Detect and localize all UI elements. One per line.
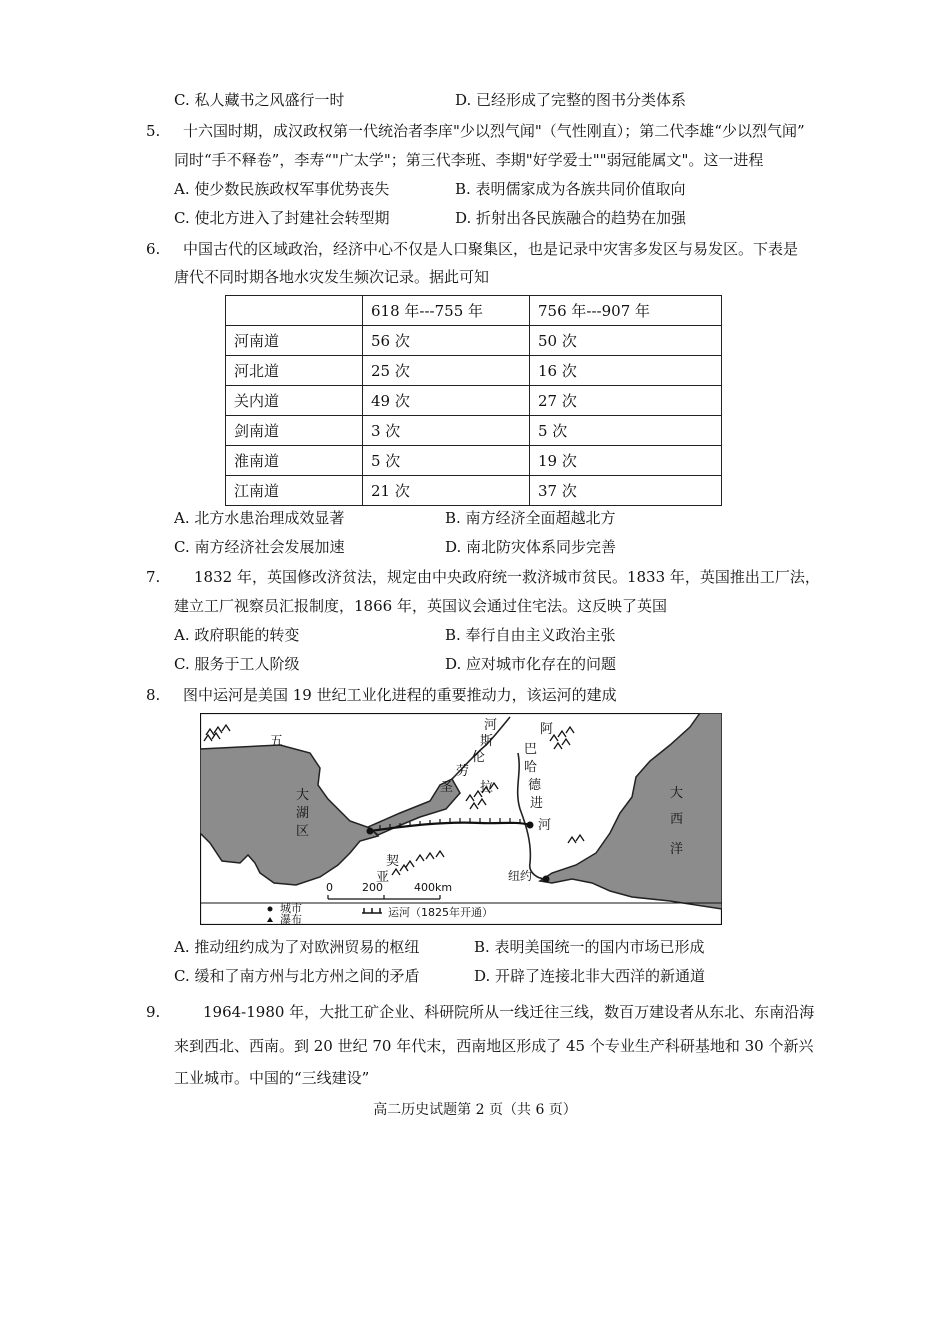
q6-stem-line2: 唐代不同时期各地水灾发生频次记录。据此可知 bbox=[174, 268, 490, 286]
page-footer: 高二历史试题第 2 页（共 6 页） bbox=[373, 1102, 577, 1118]
q5-option-c: C. 使北方进入了封建社会转型期 bbox=[174, 209, 390, 227]
map-label-wu: 五 bbox=[270, 734, 284, 749]
table-cell: 56 次 bbox=[363, 326, 530, 356]
q9-stem-line2: 来到西北、西南。到 20 世纪 70 年代末，西南地区形成了 45 个专业生产科研基地和 30 个新兴 bbox=[174, 1037, 814, 1055]
q9-number: 9. bbox=[146, 1003, 161, 1021]
map-label-hu: 湖 bbox=[296, 806, 310, 821]
q6-stem-line1: 中国古代的区域政治，经济中心不仅是人口聚集区，也是记录中灾害多发区与易发区。下表是 bbox=[183, 240, 799, 258]
map-label-si: 斯 bbox=[480, 734, 494, 749]
city-marker-albany bbox=[527, 822, 534, 829]
table-cell: 河南道 bbox=[226, 326, 363, 356]
legend-waterfall-label: 瀑布 bbox=[280, 913, 302, 925]
map-label-qu: 区 bbox=[296, 824, 310, 839]
map-label-newyork: 纽约 bbox=[508, 869, 533, 883]
q5-option-a: A. 使少数民族政权军事优势丧失 bbox=[174, 180, 390, 198]
q7-stem-line2: 建立工厂视察员汇报制度，1866 年，英国议会通过住宅法。这反映了英国 bbox=[174, 597, 667, 615]
table-cell: 5 次 bbox=[530, 416, 722, 446]
map-label-sheng: 圣 bbox=[440, 780, 454, 795]
table-cell: 关内道 bbox=[226, 386, 363, 416]
flood-frequency-table bbox=[225, 295, 722, 506]
q7-option-c: C. 服务于工人阶级 bbox=[174, 655, 300, 673]
table-row bbox=[226, 326, 722, 356]
map-label-qi: 契 bbox=[386, 854, 400, 869]
table-row bbox=[226, 476, 722, 506]
q5-stem-line1: 十六国时期，成汉政权第一代统治者李庠"少以烈气闻"（气性刚直）；第二代李雄“少以烈气闻” bbox=[183, 122, 805, 140]
q8-option-d: D. 开辟了连接北非大西洋的新通道 bbox=[474, 967, 706, 985]
city-marker-newyork bbox=[543, 876, 550, 883]
q6-option-a: A. 北方水患治理成效显著 bbox=[174, 509, 345, 527]
table-cell: 3 次 bbox=[363, 416, 530, 446]
table-cell: 19 次 bbox=[530, 446, 722, 476]
table-cell: 49 次 bbox=[363, 386, 530, 416]
q4-option-d: D. 已经形成了完整的图书分类体系 bbox=[455, 91, 687, 109]
table-header-row bbox=[226, 296, 722, 326]
q7-number: 7. bbox=[146, 568, 161, 586]
q7-option-b: B. 奉行自由主义政治主张 bbox=[445, 626, 616, 644]
table-cell: 27 次 bbox=[530, 386, 722, 416]
q6-option-b: B. 南方经济全面超越北方 bbox=[445, 509, 616, 527]
table-cell: 16 次 bbox=[530, 356, 722, 386]
table-cell: 25 次 bbox=[363, 356, 530, 386]
q6-option-c: C. 南方经济社会发展加速 bbox=[174, 538, 345, 556]
table-cell: 淮南道 bbox=[226, 446, 363, 476]
table-row bbox=[226, 446, 722, 476]
table-cell: 37 次 bbox=[530, 476, 722, 506]
map-label-he2: 河 bbox=[538, 818, 552, 833]
scale-label-400: 400km bbox=[414, 881, 453, 894]
map-label-ba: 巴 bbox=[524, 742, 538, 757]
table-row bbox=[226, 416, 722, 446]
legend-canal-label: 运河（1825年开通） bbox=[388, 906, 493, 919]
q8-option-c: C. 缓和了南方州与北方州之间的矛盾 bbox=[174, 967, 420, 985]
table-header-cell bbox=[226, 296, 363, 326]
q8-stem-line1: 图中运河是美国 19 世纪工业化进程的重要推动力，该运河的建成 bbox=[183, 686, 617, 704]
table-cell: 21 次 bbox=[363, 476, 530, 506]
q9-stem-line1: 1964-1980 年，大批工矿企业、科研院所从一线迁往三线，数百万建设者从东北、东南沿海 bbox=[203, 1003, 815, 1021]
map-label-ya: 亚 bbox=[376, 870, 390, 885]
q9-stem-line3: 工业城市。中国的“三线建设” bbox=[174, 1069, 370, 1087]
table-cell: 50 次 bbox=[530, 326, 722, 356]
q5-number: 5. bbox=[146, 122, 161, 140]
q5-option-d: D. 折射出各民族融合的趋势在加强 bbox=[455, 209, 687, 227]
table-header-cell: 756 年---907 年 bbox=[530, 296, 722, 326]
map-label-la: 拉 bbox=[480, 780, 494, 795]
q4-option-c: C. 私人藏书之风盛行一时 bbox=[174, 91, 345, 109]
scale-label-0: 0 bbox=[326, 881, 333, 894]
map-label-lun: 伦 bbox=[472, 750, 486, 765]
table-header-cell: 618 年---755 年 bbox=[363, 296, 530, 326]
map-label-atlantic-1: 大 bbox=[670, 786, 684, 801]
q7-option-a: A. 政府职能的转变 bbox=[174, 626, 300, 644]
q6-option-d: D. 南北防灾体系同步完善 bbox=[445, 538, 617, 556]
table-cell: 剑南道 bbox=[226, 416, 363, 446]
q7-option-d: D. 应对城市化存在的问题 bbox=[445, 655, 617, 673]
map-label-atlantic-2: 西 bbox=[670, 812, 684, 827]
map-label-de: 德 bbox=[528, 778, 542, 793]
city-marker-buffalo bbox=[367, 828, 374, 835]
erie-canal-map bbox=[200, 713, 722, 925]
map-label-ha: 哈 bbox=[524, 760, 538, 775]
table-row bbox=[226, 386, 722, 416]
q8-option-a: A. 推动纽约成为了对欧洲贸易的枢纽 bbox=[174, 938, 420, 956]
table-cell: 5 次 bbox=[363, 446, 530, 476]
map-label-he: 河 bbox=[484, 718, 498, 733]
map-label-da: 大 bbox=[296, 788, 310, 803]
table-row bbox=[226, 356, 722, 386]
legend-city-label: 城市 bbox=[280, 902, 302, 915]
q5-stem-line2: 同时“手不释卷”，李寿“"广太学"；第三代李班、李期"好学爱士""弱冠能属文"。这一进程 bbox=[174, 151, 764, 169]
map-label-a: 阿 bbox=[540, 722, 554, 737]
q5-option-b: B. 表明儒家成为各族共同价值取向 bbox=[455, 180, 686, 198]
q7-stem-line1: 1832 年，英国修改济贫法，规定由中央政府统一救济城市贫民。1833 年，英国推出工厂法， bbox=[194, 568, 820, 586]
q8-option-b: B. 表明美国统一的国内市场已形成 bbox=[474, 938, 705, 956]
table-cell: 江南道 bbox=[226, 476, 363, 506]
scale-label-200: 200 bbox=[362, 881, 383, 894]
q6-number: 6. bbox=[146, 240, 161, 258]
map-label-atlantic-3: 洋 bbox=[670, 842, 684, 857]
legend-city-icon bbox=[268, 907, 273, 912]
map-label-lao: 劳 bbox=[456, 764, 470, 779]
q8-number: 8. bbox=[146, 686, 161, 704]
table-cell: 河北道 bbox=[226, 356, 363, 386]
map-label-jin: 进 bbox=[530, 796, 544, 811]
